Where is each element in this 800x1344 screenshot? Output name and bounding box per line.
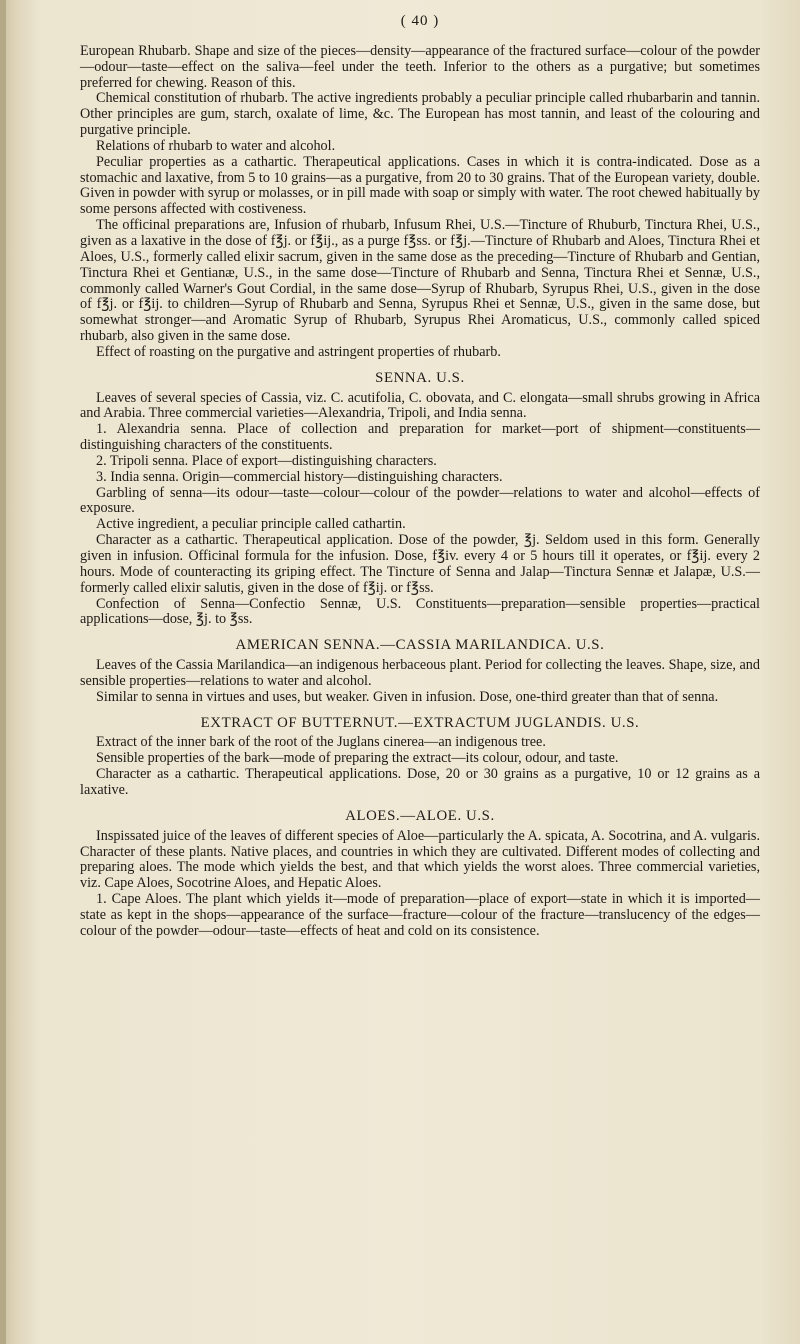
- section-heading-butternut: EXTRACT OF BUTTERNUT.—EXTRACTUM JUGLANDIS. U.S.: [200, 714, 640, 731]
- paragraph: Inspissated juice of the leaves of different species of Aloe—particularly the A. spicata, A. Socotrina, and A. vulgaris. Character of these plants. Native places, and countries in which they are cultivated. Different modes of collecting and preparing aloes. The mode which yields the best, and that which yields the worst aloes. Three commercial varieties, viz. Cape Aloes, Socotrine Aloes, and Hepatic Aloes.: [80, 827, 760, 892]
- paragraph: 1. Alexandria senna. Place of collection and preparation for market—port of shipment—constituents—distinguishing characters of the constituents.: [80, 421, 760, 454]
- senna-section: [80, 391, 760, 629]
- aloes-section: [80, 829, 760, 940]
- binding-edge: [0, 0, 6, 1344]
- paragraph: Similar to senna in virtues and uses, but weaker. Given in infusion. Dose, one-third greater than that of senna.: [96, 688, 719, 705]
- paragraph: Confection of Senna—Confectio Sennæ, U.S. Constituents—preparation—sensible properties—practical applications—dose, ℥j. to ℥ss.: [80, 595, 760, 628]
- page-content: [80, 14, 760, 940]
- rhubarb-section: [80, 44, 760, 361]
- paragraph: Active ingredient, a peculiar principle called cathartin.: [96, 516, 406, 533]
- page-number: ( 40 ): [400, 13, 440, 29]
- paragraph: Character as a cathartic. Therapeutical application. Dose of the powder, ℥j. Seldom used in this form. Generally given in infusion. Officinal formula for the infusion. Dose, f℥iv. every 4 or 5 hours till it operates, or f℥ij. every 2 hours. Mode of counteracting its griping effect. The Tincture of Senna and Jalap—Tinctura Sennæ et Jalapæ, U.S.—formerly called elixir salutis, given in the dose of f℥ij. or f℥ss.: [80, 532, 760, 596]
- paragraph: 2. Tripoli senna. Place of export—distinguishing characters.: [96, 452, 437, 469]
- paragraph: Extract of the inner bark of the root of the Juglans cinerea—an indigenous tree.: [96, 734, 546, 751]
- paragraph: Peculiar properties as a cathartic. Therapeutical applications. Cases in which it is contra-indicated. Dose as a stomachic and laxative, from 5 to 10 grains—as a purgative, from 20 to 30 grains. That of the European variety, double. Given in powder with syrup or molasses, or in pill made with soap or simply with water. The root chewed habitually by some persons affected with costiveness.: [80, 153, 760, 218]
- section-heading-senna: SENNA. U.S.: [375, 369, 465, 386]
- paragraph: The officinal preparations are, Infusion of rhubarb, Infusum Rhei, U.S.—Tincture of Rhuburb, Tinctura Rhei, U.S., given as a laxative in the dose of f℥j. or f℥ij., as a purge f℥ss. or f℥j.—Tincture of Rhubarb and Aloes, Tinctura Rhei et Aloes, U.S., formerly called elixir sacrum, given in the same dose as the preceding—Tincture of Rhubarb and Gentian, Tinctura Rhei et Gentianæ, U.S., in the same dose—Tincture of Rhubarb and Senna, Tinctura Rhei et Sennæ, U.S., commonly called Warner's Gout Cordial, in the same dose—Syrup of Rhubarb, Syrupus Rhei, U.S., given in the dose of f℥j. or f℥ij. to children—Syrup of Rhubarb and Senna, Syrupus Rhei et Sennæ, U.S., given in the same dose, but somewhat stronger—and Aromatic Syrup of Rhubarb, Syrupus Rhei Aromaticus, U.S., commonly called spiced rhubarb, also given in the same dose.: [80, 217, 760, 345]
- american-senna-section: [80, 658, 760, 706]
- section-heading-american-senna: AMERICAN SENNA.—CASSIA MARILANDICA. U.S.: [235, 637, 605, 654]
- paragraph: 1. Cape Aloes. The plant which yields it—mode of preparation—place of export—state in which it is imported—state as kept in the shops—appearance of the surface—fracture—colour of the fracture—translucency of the edges—colour of the powder—odour—taste—effects of heat and cold on its consistence.: [80, 891, 760, 939]
- paragraph: Leaves of several species of Cassia, viz. C. acutifolia, C. obovata, and C. elongata—small shrubs growing in Africa and Arabia. Three commercial varieties—Alexandria, Tripoli, and India senna.: [80, 389, 760, 422]
- paragraph: 3. India senna. Origin—commercial history—distinguishing characters.: [96, 468, 503, 485]
- section-heading-aloes: ALOES.—ALOE. U.S.: [345, 807, 495, 824]
- paragraph: Chemical constitution of rhubarb. The active ingredients probably a peculiar principle called rhubarbarin and tannin. Other principles are gum, starch, oxalate of lime, &c. The European has most tannin, and least of the colouring and purgative principle.: [80, 90, 760, 139]
- paragraph: Garbling of senna—its odour—taste—colour—colour of the powder—relations to water and alcohol—effects of exposure.: [80, 484, 760, 517]
- paragraph: Character as a cathartic. Therapeutical applications. Dose, 20 or 30 grains as a purgative, 10 or 12 grains as a laxative.: [80, 766, 760, 798]
- paragraph: Leaves of the Cassia Marilandica—an indigenous herbaceous plant. Period for collecting the leaves. Shape, size, and sensible properties—relations to water and alcohol.: [80, 657, 760, 689]
- paragraph: European Rhubarb. Shape and size of the pieces—density—appearance of the fractured surface—colour of the powder—odour—taste—effect on the saliva—feel under the teeth. Inferior to the others as a purgative; but sometimes preferred for chewing. Reason of this.: [80, 42, 760, 91]
- paragraph: Sensible properties of the bark—mode of preparing the extract—its colour, odour, and taste.: [96, 750, 619, 767]
- paragraph: Effect of roasting on the purgative and astringent properties of rhubarb.: [96, 343, 501, 360]
- butternut-section: [80, 735, 760, 798]
- paragraph: Relations of rhubarb to water and alcohol.: [96, 137, 336, 154]
